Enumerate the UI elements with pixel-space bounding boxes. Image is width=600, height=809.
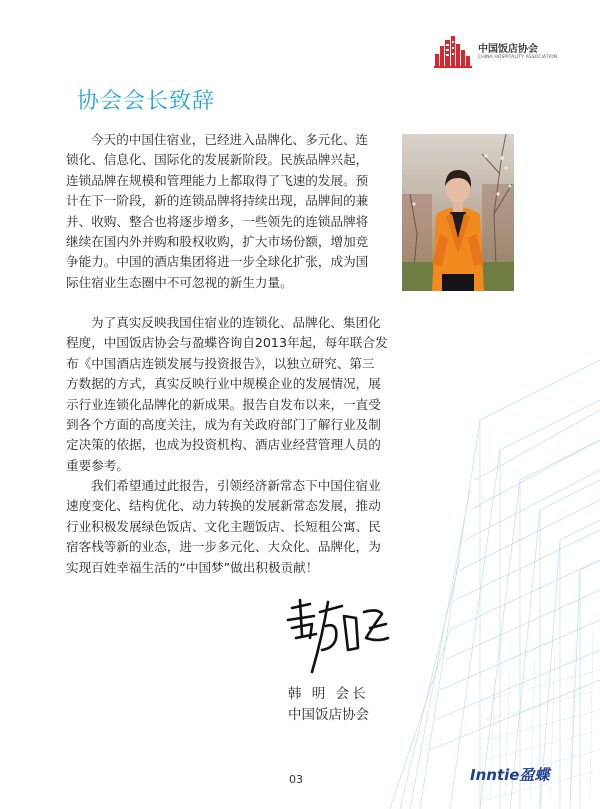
text-line: 继续在国内外并购和股权收购，扩大市场份额，增加竞 <box>66 234 369 250</box>
paragraph-1 <box>66 130 394 293</box>
text-line: 宿客栈等新的业态，进一步多元化、大众化、品牌化，为 <box>66 539 381 555</box>
text-line: 到各个方面的高度关注，成为有关政府部门了解行业及制 <box>66 417 381 433</box>
cha-logo-mark-icon <box>434 36 474 68</box>
text-line: 实现百姓幸福生活的“中国梦”做出积极贡献！ <box>66 559 319 575</box>
page-number: 03 <box>289 773 303 786</box>
text-line: 连锁品牌在规模和管理能力上都取得了飞速的发展。预 <box>66 172 369 188</box>
text-line: 方数据的方式，真实反映行业中规模企业的发展情况，展 <box>66 376 381 392</box>
building-lineart-background <box>390 300 600 809</box>
text-line: 今天的中国住宿业，已经进入品牌化、多元化、连 <box>91 132 369 147</box>
text-line: 锁化、信息化、国际化的发展新阶段。民族品牌兴起， <box>66 152 369 168</box>
president-portrait-photo <box>402 134 514 291</box>
text-line: 争能力。中国的酒店集团将进一步全球化扩张，成为国 <box>66 254 369 270</box>
text-line: 为了真实反映我国住宿业的连锁化、品牌化、集团化 <box>91 315 381 330</box>
text-line: 计在下一阶段，新的连锁品牌将持续出现，品牌间的兼 <box>66 193 369 209</box>
text-line: 示行业连锁化品牌化的新成果。报告自发布以来，一直受 <box>66 396 381 412</box>
text-line: 重要参考。 <box>66 457 129 473</box>
signer-organization: 中国饭店协会 <box>288 707 369 723</box>
logo-english-name: CHINA HOSPITALITY ASSOCIATION <box>478 55 558 60</box>
text-line: 定决策的依据，也成为投资机构、酒店业经营管理人员的 <box>66 437 381 453</box>
page-title: 协会会长致辞 <box>77 89 216 114</box>
text-line: 速度变化、结构优化、动力转换的发展新常态发展，推动 <box>66 498 381 514</box>
logo-chinese-name: 中国饭店协会 <box>478 44 538 55</box>
handwritten-signature <box>282 598 392 678</box>
text-line: 并、收购、整合也将逐步增多，一些领先的连锁品牌将 <box>66 213 369 229</box>
text-line: 布《中国酒店连锁发展与投资报告》，以独立研究、第三 <box>66 355 375 371</box>
text-line: 我们希望通过此报告，引领经济新常态下中国住宿业 <box>91 478 381 493</box>
paragraph-2 <box>66 313 396 476</box>
text-line: 际住宿业生态圈中不可忽视的新生力量。 <box>66 274 293 290</box>
cha-logo <box>434 36 594 68</box>
signer-name: 韩 明 会长 <box>288 686 369 702</box>
text-line: 行业积极发展绿色饭店、文化主题饭店、长短租公寓、民 <box>66 518 381 534</box>
text-line: 程度，中国饭店协会与盈蝶咨询自2013年起，每年联合发 <box>66 335 388 351</box>
paragraph-3 <box>66 476 396 578</box>
inntie-brand-logo: Inntie盈蝶 <box>470 766 550 784</box>
